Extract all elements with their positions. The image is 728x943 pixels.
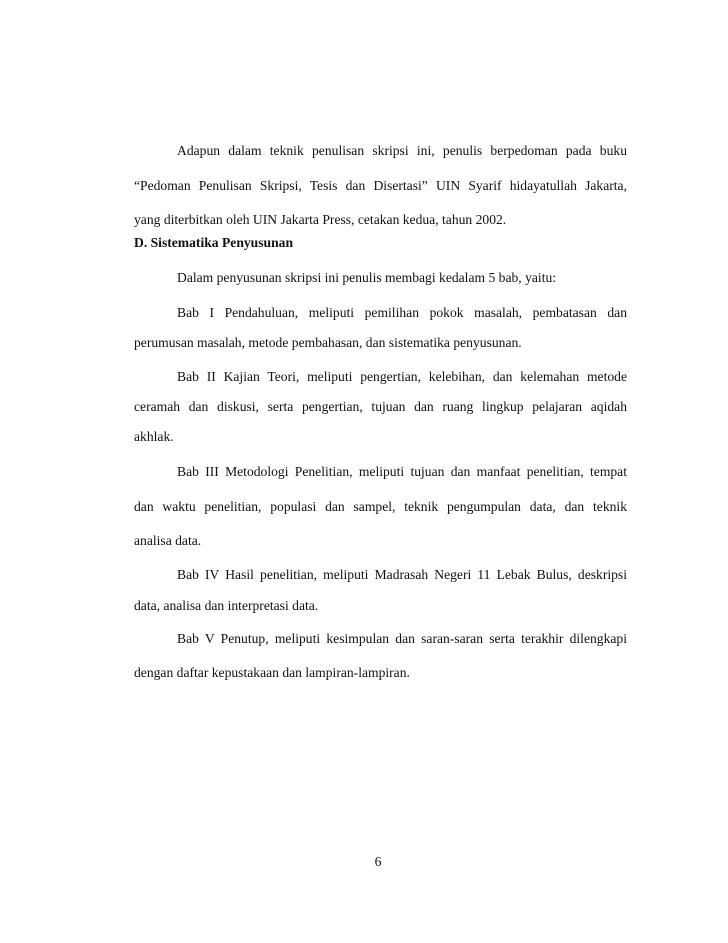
paragraph-intro-line-2: “Pedoman Penulisan Skripsi, Tesis dan Disertasi” UIN Syarif hidayatullah Jakarta, — [134, 178, 627, 193]
paragraph-intro-line-1: Adapun dalam teknik penulisan skripsi ini, penulis berpedoman pada buku — [177, 143, 627, 158]
paragraph-bab3-line-2: dan waktu penelitian, populasi dan sampel, teknik pengumpulan data, dan teknik — [134, 499, 627, 514]
paragraph-bab3-line-3: analisa data. — [134, 533, 202, 548]
paragraph-bab2-line-2: ceramah dan diskusi, serta pengertian, tujuan dan ruang lingkup pelajaran aqidah — [134, 399, 627, 414]
paragraph-bab4-line-1: Bab IV Hasil penelitian, meliputi Madrasah Negeri 11 Lebak Bulus, deskripsi — [177, 567, 627, 582]
page-number: 6 — [374, 854, 382, 869]
paragraph-bab4-line-2: data, analisa dan interpretasi data. — [134, 598, 319, 613]
paragraph-bab5-line-2: dengan daftar kepustakaan dan lampiran-lampiran. — [134, 665, 410, 680]
paragraph-bab5-line-1: Bab V Penutup, meliputi kesimpulan dan saran-saran serta terakhir dilengkapi — [177, 631, 627, 646]
paragraph-overview-line-1: Dalam penyusunan skripsi ini penulis membagi kedalam 5 bab, yaitu: — [177, 270, 557, 285]
section-heading: D. Sistematika Penyusunan — [134, 235, 294, 250]
paragraph-intro-line-3: yang diterbitkan oleh UIN Jakarta Press, cetakan kedua, tahun 2002. — [134, 212, 507, 227]
paragraph-bab1-line-2: perumusan masalah, metode pembahasan, dan sistematika penyusunan. — [134, 335, 522, 350]
paragraph-bab2-line-1: Bab II Kajian Teori, meliputi pengertian, kelebihan, dan kelemahan metode — [177, 369, 627, 384]
paragraph-bab3-line-1: Bab III Metodologi Penelitian, meliputi tujuan dan manfaat penelitian, tempat — [177, 464, 627, 479]
paragraph-bab2-line-3: akhlak. — [134, 429, 174, 444]
paragraph-bab1-line-1: Bab I Pendahuluan, meliputi pemilihan pokok masalah, pembatasan dan — [177, 305, 627, 320]
